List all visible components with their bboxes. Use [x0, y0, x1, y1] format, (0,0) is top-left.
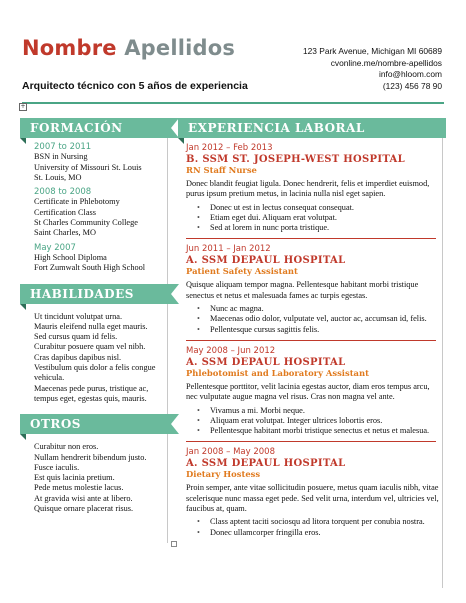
profile-subtitle: Arquitecto técnico con 5 años de experiencia: [22, 80, 248, 92]
education-line: Fort Zumwalt South High School: [34, 263, 146, 273]
other-line: Nullam hendrerit bibendum justo.: [34, 452, 147, 462]
job-description: Quisque aliquam tempor magna. Pellentesque habitant morbi tristique senectus et netus et malesuada fames ac turpis egestas.: [186, 280, 419, 300]
candidate-name: [22, 36, 235, 60]
job-date: Jan 2008 – May 2008: [186, 447, 275, 458]
otros-section: [34, 442, 167, 514]
job-employer: B. SSM ST. JOSEPH-WEST HOSPITAL: [186, 154, 405, 165]
experiencia-section: [180, 143, 442, 538]
job-date: May 2008 – Jun 2012: [186, 345, 276, 356]
job-date: Jun 2011 – Jan 2012: [186, 244, 271, 255]
table-move-handle-icon[interactable]: +: [20, 103, 26, 110]
job-role: Dietary Hostess: [186, 469, 261, 480]
job-bullets: [180, 304, 442, 335]
education-date: 2007 to 2011: [34, 142, 92, 152]
job-bullet: • Maecenas odio dolor, vulputate vel, auctor ac, accumsan id, felis.: [210, 314, 442, 324]
job-employer: A. SSM DEPAUL HOSPITAL: [186, 356, 346, 368]
job-bullet: • Etiam eget dui. Aliquam erat volutpat.: [210, 213, 442, 223]
job-bullet: • Donec ullamcorper fringilla eros.: [210, 528, 442, 538]
contact-web: cvonline.me/nombre-apellidos: [330, 57, 442, 68]
education-line: BSN in Nursing: [34, 152, 88, 162]
job-bullet: • Pellentesque habitant morbi tristique senectus et netus et malesua.: [210, 426, 442, 436]
job-divider: [186, 238, 436, 239]
other-line: Quisque ornare placerat risus.: [34, 504, 134, 514]
job-bullets: [180, 517, 442, 538]
job-description: Donec blandit feugiat ligula. Donec hendrerit, felis et imperdiet euismod, purus ipsum pretium metus, in lacinia nulla nisl eget sapien.: [186, 179, 430, 199]
job-bullet: • Vivamus a mi. Morbi neque.: [210, 406, 442, 416]
skill-line: Vestibulum quis dolor a felis congue: [34, 363, 156, 373]
education-date: 2008 to 2008: [34, 187, 92, 198]
other-line: At gravida wisi ante at libero.: [34, 493, 133, 503]
job-bullets: [180, 406, 442, 437]
education-date: May 2007: [34, 242, 76, 253]
table-resize-handle[interactable]: [171, 541, 177, 547]
job-employer: A. SSM DEPAUL HOSPITAL: [186, 255, 346, 267]
other-line: Curabitur non eros.: [34, 442, 99, 452]
education-line: High School Diploma: [34, 252, 107, 262]
skill-line: Mauris eleifend nulla eget mauris.: [34, 321, 148, 331]
job-bullet: • Aliquam erat volutpat. Integer ultrices lobortis eros.: [210, 416, 442, 426]
job-description: Proin semper, ante vitae sollicitudin posuere, metus quam iaculis nibh, vitae scelerisque nunc massa eget pede. Sed velit urna, interdum vel, ultricies vel, faucibus at, quam.: [186, 483, 439, 514]
skill-line: Ut tincidunt volutpat urna.: [34, 311, 123, 321]
job-role: RN Staff Nurse: [186, 165, 257, 175]
otros-heading: OTROS: [20, 414, 171, 434]
first-name: Nombre: [22, 36, 117, 60]
education-line: St Charles Community College: [34, 218, 138, 228]
skill-line: Cras dapibus dapibus nisl.: [34, 352, 122, 362]
education-line: Certificate in Phlebotomy: [34, 197, 120, 207]
left-column: [22, 118, 168, 543]
job-role: Patient Safety Assistant: [186, 266, 298, 277]
job-employer: A. SSM DEPAUL HOSPITAL: [186, 458, 346, 470]
skill-line: Sed cursus quam id felis.: [34, 332, 118, 342]
other-line: Est quis lacinia pretium.: [34, 473, 115, 483]
skill-line: Maecenas pede purus, tristique ac,: [34, 383, 149, 393]
contact-email: info@hloom.com: [379, 69, 442, 79]
formacion-heading: FORMACIÓN: [20, 118, 171, 138]
skill-line: vehicula.: [34, 373, 65, 383]
job-bullet: • Donec ut est in lectus consequat consequat.: [210, 203, 442, 213]
contact-address: 123 Park Avenue, Michigan MI 60689: [302, 46, 442, 56]
education-line: Certification Class: [34, 207, 96, 217]
skill-line: Curabitur posuere quam vel nibh.: [34, 342, 146, 352]
contact-block: [303, 46, 442, 92]
job-description: Pellentesque porttitor, velit lacinia egestas auctor, diam eros tempus arcu, nec vulputate augue magna vel risus. Cras non magna vel ante.: [186, 381, 430, 402]
experiencia-heading: EXPERIENCIA LABORAL: [178, 118, 446, 138]
contact-phone: (123) 456 78 90: [382, 80, 442, 91]
job-entry: [180, 447, 442, 537]
job-entry: [180, 143, 442, 239]
job-date: Jan 2012 – Feb 2013: [186, 143, 273, 153]
job-divider: [186, 340, 436, 341]
job-bullet: • Pellentesque cursus sagittis felis.: [210, 325, 442, 335]
job-bullet: • Nunc ac magna.: [210, 304, 442, 314]
education-line: University of Missouri St. Louis: [34, 162, 142, 172]
job-entry: [180, 346, 442, 442]
job-role: Phlebotomist and Laboratory Assistant: [186, 367, 369, 378]
last-name: Apellidos: [124, 36, 236, 60]
habilidades-section: [34, 312, 167, 405]
job-divider: [186, 441, 436, 442]
formacion-section: [22, 142, 167, 274]
job-bullet: • Sed at lorem in nunc porta tristique.: [210, 223, 442, 233]
right-column: [180, 118, 443, 588]
job-bullets: [180, 203, 442, 234]
other-line: Pede metus molestie lacus.: [34, 483, 124, 493]
job-entry: [180, 244, 442, 340]
other-line: Fusce iaculis.: [34, 462, 80, 472]
education-line: St. Louis, MO: [34, 172, 82, 182]
education-line: Saint Charles, MO: [34, 228, 96, 238]
header-rule: [22, 102, 444, 104]
job-bullet: • Class aptent taciti sociosqu ad litora torquent per conubia nostra.: [210, 517, 442, 527]
skill-line: tempus eget, egestas quis, mauris.: [34, 393, 147, 403]
habilidades-heading: HABILIDADES: [20, 284, 171, 304]
